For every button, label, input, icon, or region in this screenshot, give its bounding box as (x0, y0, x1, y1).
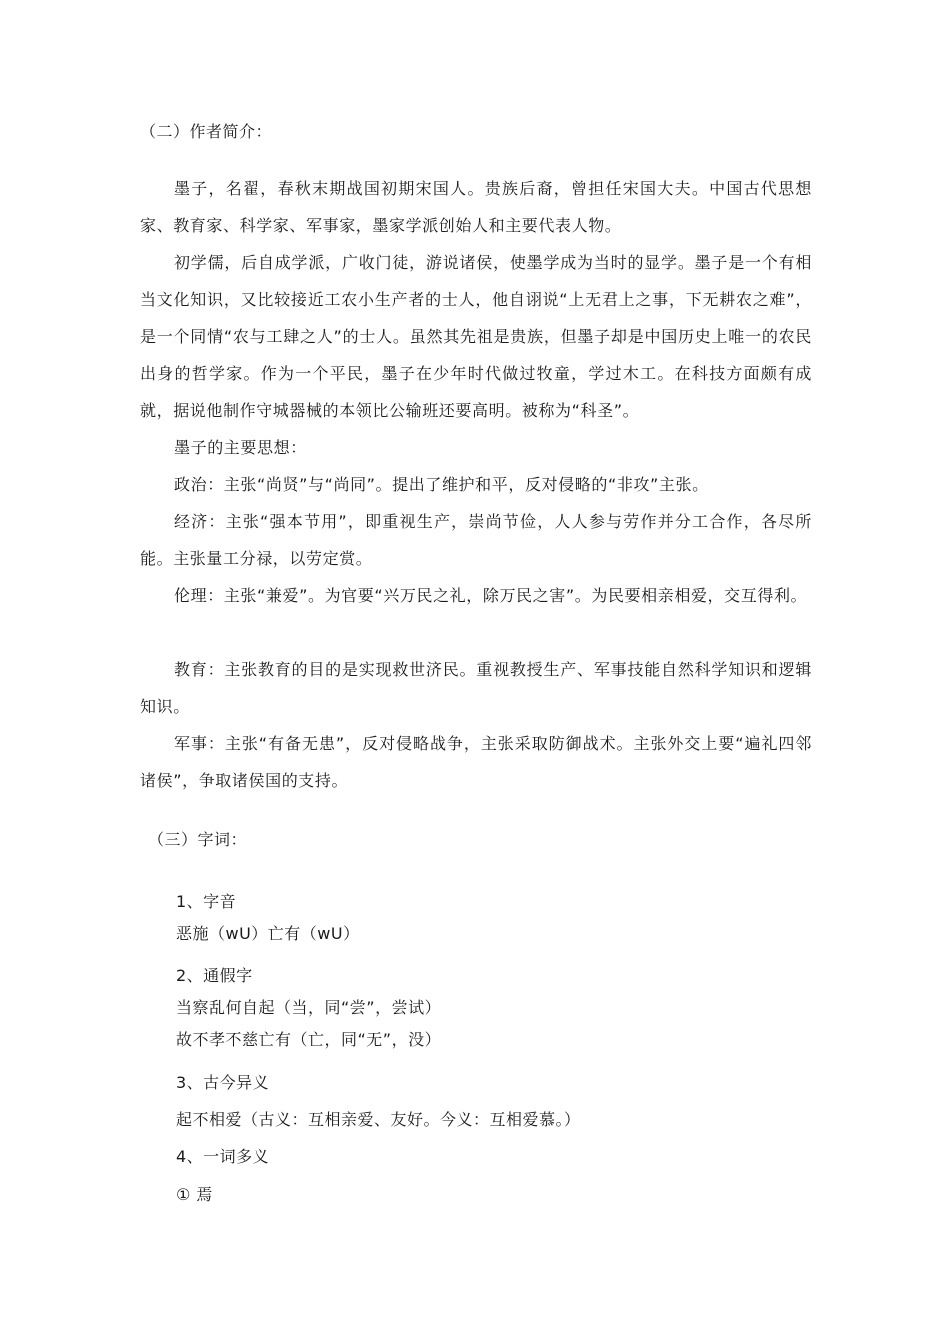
tongjia-title: 2、通假字 (176, 966, 253, 985)
politics-paragraph: 政治：主张“尚贤”与“尚同”。提出了维护和平，反对侵略的“非攻”主张。 (174, 475, 709, 494)
pronunciation-title: 1、字音 (176, 892, 237, 911)
author-intro-paragraph: 墨子，名翟，春秋末期战国初期宋国人。贵族后裔，曾担任宋国大夫。中国古代思想家、教育家、科学家、军事家，墨家学派创始人和主要代表人物。 (140, 179, 812, 235)
ethics-paragraph: 伦理：主张“兼爱”。为官要“兴万民之礼，除万民之害”。为民要相亲相爱，交互得利。 (174, 586, 808, 605)
gujin-line: 起不相爱（古义：互相亲爱、友好。今义：互相爱慕。） (176, 1110, 581, 1129)
pronunciation-line: 恶施（wU）亡有（wU） (176, 924, 360, 943)
education-paragraph: 教育：主张教育的目的是实现救世济民。重视教授生产、军事技能自然科学知识和逻辑知识。 (140, 660, 812, 716)
tongjia-line-1: 当察乱何自起（当，同“尝”，尝试） (176, 998, 442, 1017)
author-section-heading: （二）作者简介： (140, 122, 273, 141)
duoyi-item: ① 焉 (176, 1185, 213, 1204)
military-paragraph: 军事：主张“有备无患”，反对侵略战争，主张采取防御战术。主张外交上要“遍礼四邻诸侯”，争取诸侯国的支持。 (140, 734, 812, 790)
thoughts-title: 墨子的主要思想： (174, 438, 307, 457)
economy-paragraph: 经济：主张“强本节用”，即重视生产，崇尚节俭，人人参与劳作并分工合作，各尽所能。主张量工分禄，以劳定赏。 (140, 512, 812, 568)
words-section-heading: （三）字词： (148, 830, 248, 849)
author-bio-paragraph: 初学儒，后自成学派，广收门徒，游说诸侯，使墨学成为当时的显学。墨子是一个有相当文化知识，又比较接近工农小生产者的士人，他自诩说“上无君上之事，下无耕农之难”，是一个同情“农与工肆之人”的士人。虽然其先祖是贵族，但墨子却是中国历史上唯一的农民出身的哲学家。作为一个平民，墨子在少年时代做过牧童，学过木工。在科技方面颇有成就，据说他制作守城器械的本领比公输班还要高明。被称为“科圣”。 (140, 253, 812, 420)
duoyi-title: 4、一词多义 (176, 1147, 270, 1166)
gujin-title: 3、古今异义 (176, 1073, 270, 1092)
tongjia-line-2: 故不孝不慈亡有（亡，同“无”，没） (176, 1030, 442, 1049)
